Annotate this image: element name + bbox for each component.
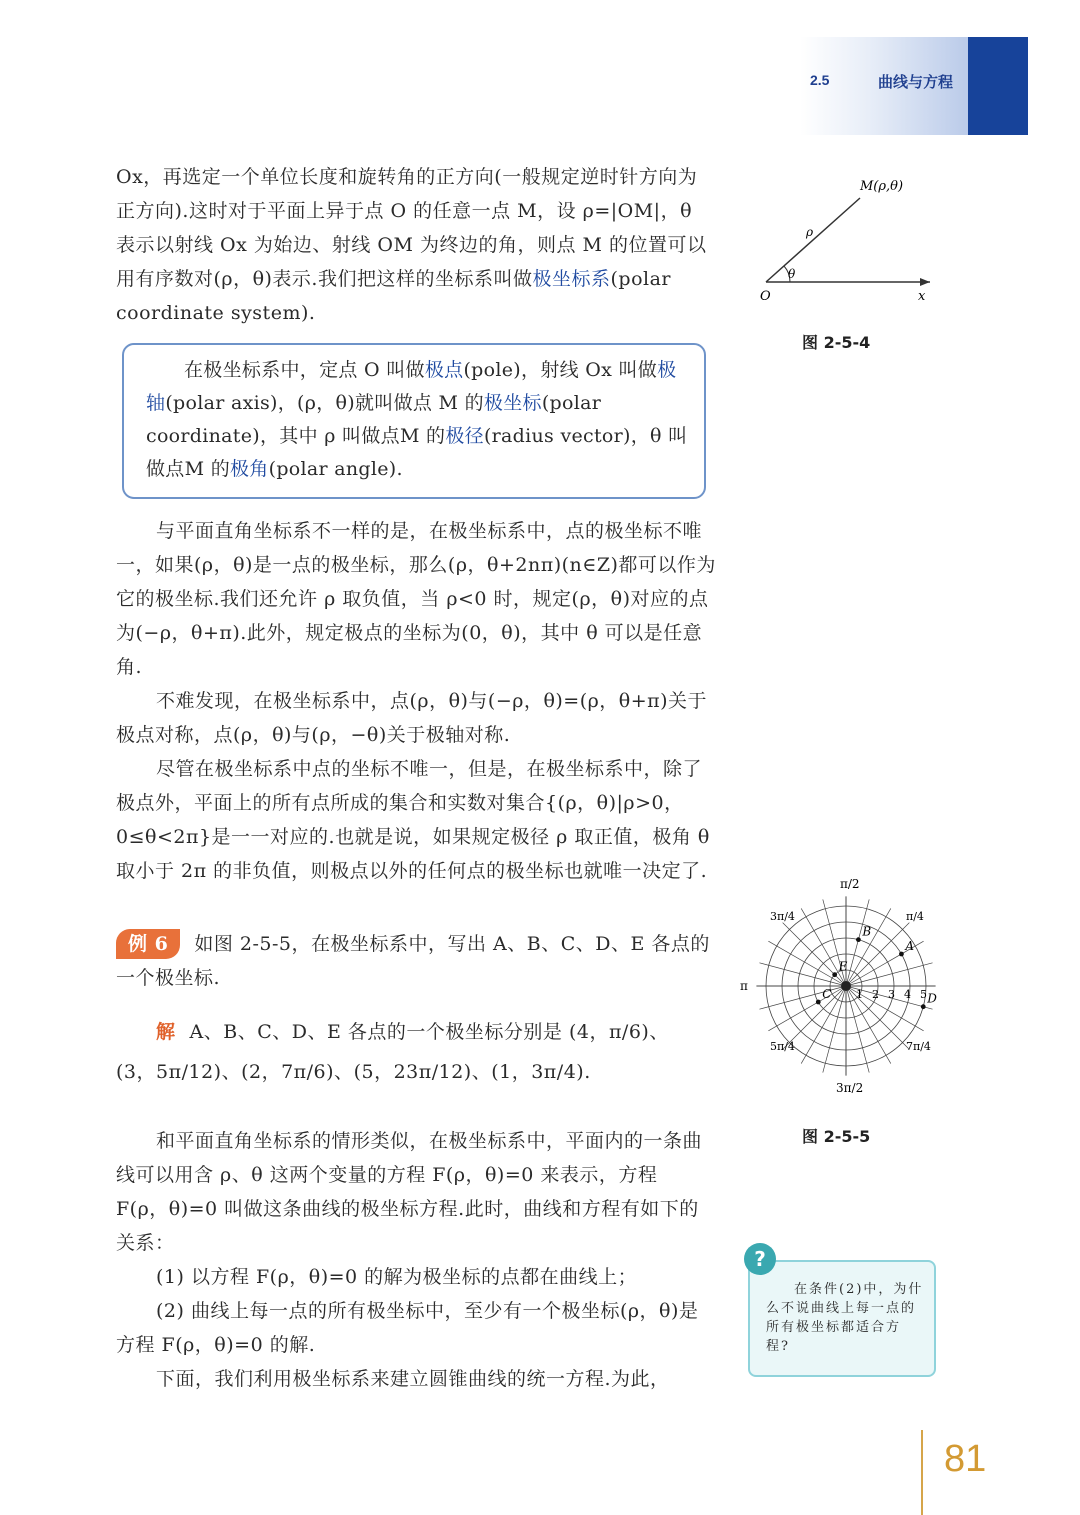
angle-label-pi: π — [740, 979, 748, 993]
solution-block — [116, 1012, 716, 1092]
radial-tick-4: 4 — [904, 988, 911, 1001]
point-label-a: A — [905, 939, 915, 953]
angle-label-pi-4: π/4 — [906, 910, 924, 923]
angle-label-3pi-2: 3π/2 — [836, 1081, 864, 1095]
example-text: 如图 2-5-5，在极坐标系中，写出 A、B、C、D、E 各点的一个极坐标. — [116, 933, 710, 989]
point-label-e: E — [838, 959, 848, 974]
grid-ray-300 — [846, 986, 891, 1064]
grid-ray-135 — [783, 923, 846, 986]
radial-tick-3: 3 — [888, 988, 895, 1001]
solution-text: A、B、C、D、E 各点的一个极坐标分别是 — [189, 1021, 563, 1043]
solution-value-b: (3，5π/12)、 — [116, 1061, 242, 1083]
section-title: 曲线与方程 — [878, 73, 954, 91]
angle-label-pi-2: π/2 — [840, 877, 860, 891]
example-label: 例 6 — [116, 929, 180, 959]
point-label-c: C — [822, 987, 832, 1001]
figure-polar-grid — [740, 870, 960, 1100]
paragraph-next: 下面，我们利用极坐标系来建立圆锥曲线的统一方程.为此， — [156, 1368, 670, 1390]
paragraph-uniqueness: 尽管在极坐标系中点的坐标不唯一，但是，在极坐标系中，除了极点外，平面上的所有点所成的集合和实数对集合{(ρ，θ)|ρ>0，0≤θ<2π}是一一对应的.也就是说，如果规定极径 ρ 取正值，极角 θ 取小于 2π 的非负值，则极点以外的任何点的极坐标也就唯一决定了. — [116, 758, 710, 882]
solution-value-a: (4，π/6)、 — [568, 1021, 669, 1043]
paragraph-curve-equation: 和平面直角坐标系的情形类似，在极坐标系中，平面内的一条曲线可以用含 ρ、θ 这两个变量的方程 F(ρ，θ)=0 来表示，方程 F(ρ，θ)=0 叫做这条曲线的极坐标方程.此时，曲线和方程有如下的关系： — [116, 1130, 703, 1254]
page-number-rule — [921, 1430, 923, 1515]
grid-ray-75 — [846, 899, 872, 986]
rho-label: ρ — [806, 225, 814, 239]
point-a — [899, 952, 904, 957]
point-d — [921, 1004, 926, 1009]
pole-point — [841, 981, 851, 991]
question-text: 在条件(2)中，为什么不说曲线上每一点的所有极坐标都适合方程? — [766, 1282, 924, 1354]
radial-tick-5: 5 — [920, 988, 927, 1001]
figure-polar-definition — [750, 170, 950, 310]
question-icon: ? — [744, 1243, 776, 1275]
paragraph-intro: Ox，再选定一个单位长度和旋转角的正方向(一般规定逆时针方向为正方向).这时对于平面上异于点 O 的任意一点 M，设 ρ=|OM|，θ 表示以射线 Ox 为始边、射线 OM 为终边的角，则点 M 的位置可以用有序数对(ρ，θ)表示.我们把这样的坐标系叫做极坐标系(polar coordinate system). — [116, 166, 707, 324]
paragraph-nonunique: 与平面直角坐标系不一样的是，在极坐标系中，点的极坐标不唯一，如果(ρ，θ)是一点的极坐标，那么(ρ，θ+2nπ)(n∈Z)都可以作为它的极坐标.我们还允许 ρ 取负值，当 ρ<0 时，规定(ρ，θ)对应的点为(−ρ，θ+π).此外，规定极点的坐标为(0，θ)，其中 θ 可以是任意角. — [116, 520, 716, 678]
point-label-d: D — [927, 991, 937, 1006]
condition-2: (2) 曲线上每一点的所有极坐标中，至少有一个极坐标(ρ，θ)是方程 F(ρ，θ)=0 的解. — [116, 1300, 699, 1356]
solution-value-d: (5，23π/12)、 — [353, 1061, 492, 1083]
definition-text: 在极坐标系中，定点 O 叫做极点(pole)，射线 Ox 叫做极轴(polar axis)，(ρ，θ)就叫做点 M 的极坐标(polar coordinate)，其中 ρ 叫做点M 的极径(radius vector)，θ 叫做点M 的极角(polar angle). — [146, 359, 688, 480]
solution-value-e: (1，3π/4). — [491, 1061, 591, 1083]
paragraph-symmetry: 不难发现，在极坐标系中，点(ρ，θ)与(−ρ，θ)=(ρ，θ+π)关于极点对称，点(ρ，θ)与(ρ，−θ)关于极轴对称. — [116, 690, 708, 746]
grid-ray-15 — [846, 963, 933, 986]
point-e — [832, 972, 837, 977]
grid-ray-210 — [768, 986, 846, 1031]
grid-ray-60 — [846, 908, 891, 986]
page-number: 81 — [944, 1438, 987, 1480]
grid-ray-150 — [768, 941, 846, 986]
section-number: 2.5 — [810, 72, 830, 88]
figure-caption-2: 图 2-5-5 — [802, 1127, 871, 1146]
header-accent — [968, 37, 1028, 135]
point-b — [856, 937, 861, 942]
figure-caption-1: 图 2-5-4 — [802, 333, 871, 352]
angle-label-7pi-4: 7π/4 — [906, 1040, 931, 1053]
axis-label: x — [918, 289, 926, 304]
theta-label: θ — [788, 267, 796, 281]
origin-label: O — [760, 289, 771, 304]
radial-tick-2: 2 — [872, 988, 879, 1001]
point-m-label: M(ρ,θ) — [860, 179, 904, 194]
axis-arrow-icon — [920, 278, 930, 286]
radial-tick-1: 1 — [856, 988, 863, 1001]
condition-1: (1) 以方程 F(ρ，θ)=0 的解为极坐标的点都在曲线上； — [156, 1266, 638, 1288]
point-c — [816, 1000, 821, 1005]
solution-value-c: (2，7π/6)、 — [241, 1061, 354, 1083]
angle-label-3pi-4: 3π/4 — [770, 910, 795, 923]
ray-om — [766, 198, 860, 282]
solution-label: 解 — [156, 1021, 176, 1043]
grid-ray-195 — [759, 986, 846, 1009]
example-block — [116, 927, 716, 995]
term-polar-system: 极坐标系 — [532, 268, 611, 290]
point-label-b: B — [862, 924, 872, 939]
angle-label-5pi-4: 5π/4 — [770, 1040, 795, 1053]
grid-ray-120 — [801, 908, 846, 986]
